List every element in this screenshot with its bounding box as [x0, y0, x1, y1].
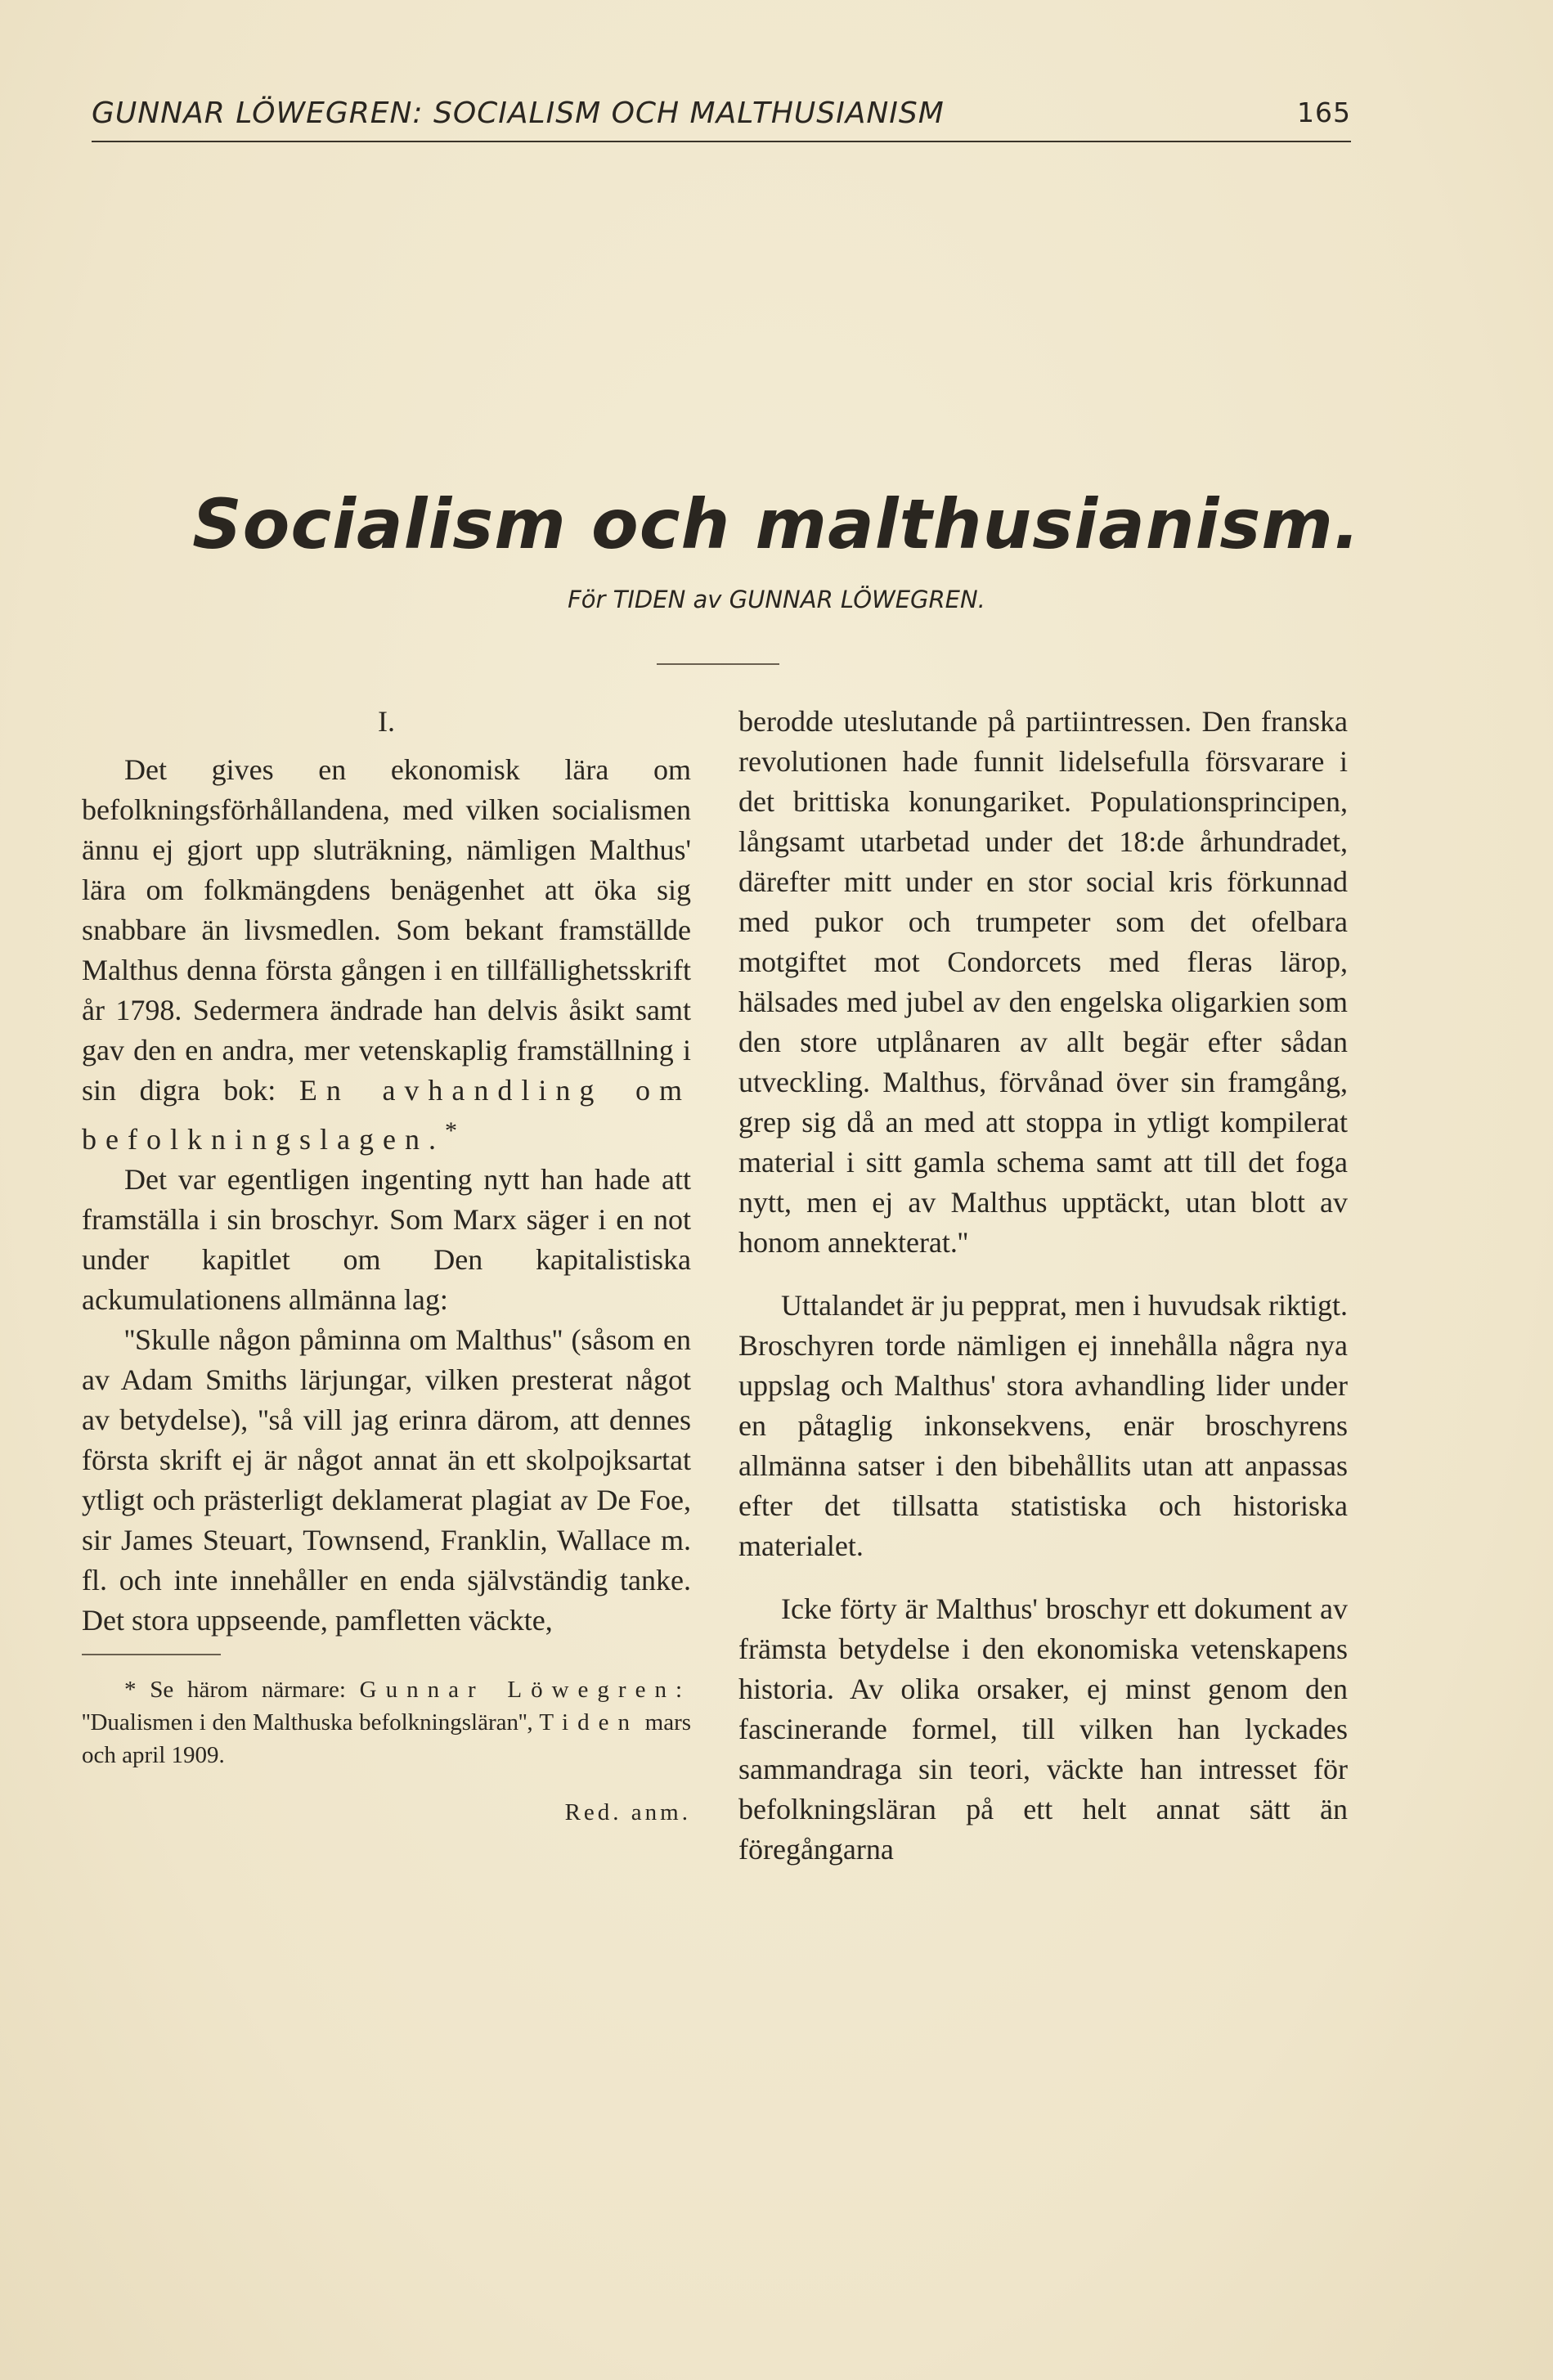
- right-paragraph-2: Uttalandet är ju pepprat, men i huvudsak riktigt. Broschyren torde nämligen ej innehålla några nya uppslag och Malthus' stora avhandling lider under en påtaglig inkonsekvens, enär broschyrens allmänna satser i den bibehållits utan att anpassas efter det tillsatta statistiska och historiska materialet.: [738, 1289, 1348, 1562]
- running-head: [92, 92, 1351, 142]
- footnote-mark: *: [444, 1117, 457, 1144]
- right-column: [738, 702, 1348, 1870]
- footnote-prefix: * Se härom närmare:: [124, 1677, 346, 1703]
- paragraph-3-quote: ''Skulle någon påminna om Malthus'' (såsom en av Adam Smiths lärjungar, vilken presterat något av betydelse), ''så vill jag erinra därom, att dennes första skrift ej är något annat än ett skolpojksartat ytligt och prästerligt deklamerat plagiat av De Foe, sir James Steuart, Townsend, Franklin, Wallace m. fl. och inte innehåller en enda självständig tanke. Det stora uppseende, pamfletten väckte,: [82, 1323, 691, 1637]
- running-title: GUNNAR LÖWEGREN: SOCIALISM OCH MALTHUSIANISM: [92, 97, 945, 130]
- footnote-journal: Tiden: [539, 1709, 639, 1736]
- title-divider: [657, 663, 779, 665]
- footnote: [82, 1673, 691, 1829]
- paragraph-2: Det var egentligen ingenting nytt han hade att framställa i sin broschyr. Som Marx säger i en not under kapitlet om Den kapitalistiska ackumulationens allmänna lag:: [82, 1163, 691, 1316]
- editor-note: Red. anm.: [564, 1799, 691, 1825]
- page-number: 165: [1297, 97, 1351, 128]
- article-title: Socialism och malthusianism.: [192, 484, 1361, 564]
- footnote-divider: [82, 1654, 221, 1655]
- footnote-date: mars och april 1909.: [82, 1709, 692, 1768]
- paragraph-1: [82, 750, 691, 1160]
- footnote-work: ''Dualismen i den Malthuska befolkningsläran'',: [82, 1709, 533, 1736]
- paragraph-1-text: Det gives en ekonomisk lära om befolkningsförhållandena, med vilken socialismen ännu ej gjort upp sluträkning, nämligen Malthus' lära om folkmängdens benägenhet att öka sig snabbare än livsmedlen. Som bekant framställde Malthus denna första gången i en tillfällighetsskrift år 1798. Sedermera ändrade han delvis åsikt samt gav den en andra, mer vetenskaplig framställning i sin digra bok:: [82, 753, 691, 1107]
- article-byline: För TIDEN av GUNNAR LÖWEGREN.: [568, 586, 985, 613]
- right-paragraph-1: berodde uteslutande på partiintressen. Den franska revolutionen hade funnit lidelsefulla försvarare i det brittiska konungariket. Populationsprincipen, långsamt utarbetad under det 18:de århundradet, därefter mitt under en stor social kris förkunnad med pukor och trumpeter som det ofelbara motgiftet mot Condorcets med fleras lärор, hälsades med jubel av den engelska oligarkien som den store utplånaren av allt begär efter sådan utveckling. Malthus, förvånad över sin framgång, grep sig då an med att stoppa in ytligt kompilerat material i sitt gamla schema samt att till det foga nytt, men ej av Malthus upptäckt, utan blott av honom annekterat.'': [738, 705, 1348, 1259]
- book-title: En avhandling om befolkningslagen.: [82, 1074, 692, 1156]
- right-paragraph-3: Icke förty är Malthus' broschyr ett dokument av främsta betydelse i den ekonomiska vetenskapens historia. Av olika orsaker, ej minst genom den fascinerande formel, till vilken han lyckades sammandraga sin teori, väckte han intresset för befolkningsläran på ett helt annat sätt än föregångarna: [738, 1592, 1348, 1866]
- footnote-author: Gunnar Löwegren:: [359, 1677, 691, 1703]
- left-column: [82, 702, 691, 1829]
- section-number: I.: [378, 705, 395, 738]
- footnote-text: [82, 1673, 691, 1772]
